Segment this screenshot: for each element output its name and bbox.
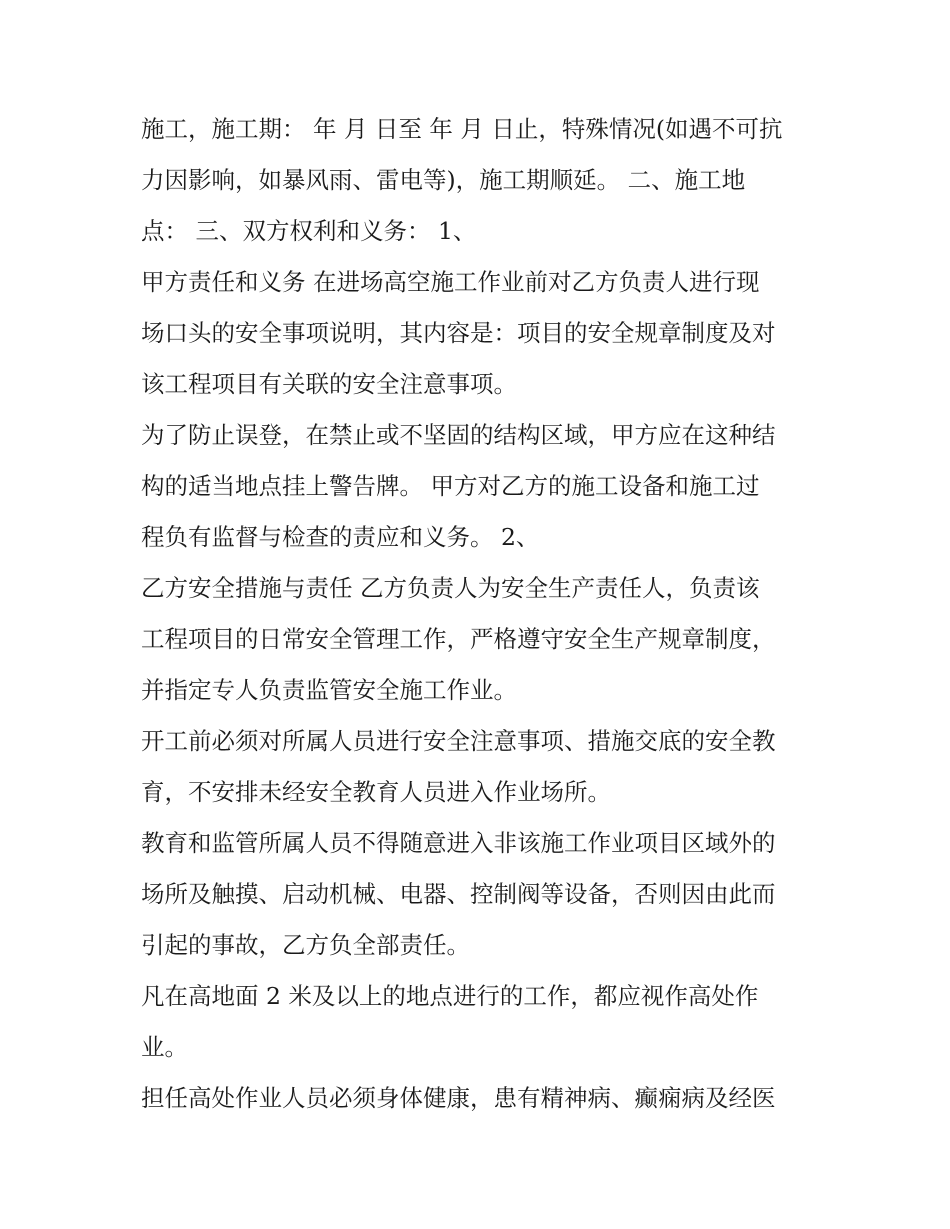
text-line-9: 程负有监督与检查的责应和义务。 2、 [141,523,540,551]
text-line-14: 育，不安排未经安全教育人员进入作业场所。 [141,778,611,806]
text-line-6: 该工程项目有关联的安全注意事项。 [141,370,517,398]
text-line-16: 场所及触摸、启动机械、电器、控制阀等设备，否则因由此而 [141,880,776,908]
text-line-18: 凡在高地面 2 米及以上的地点进行的工作，都应视作高处作 [141,982,759,1010]
text-line-12: 并指定专人负责监管安全施工作业。 [141,676,517,704]
text-line-20: 担任高处作业人员必须身体健康，患有精神病、癫痫病及经医 [141,1084,776,1112]
text-line-7: 为了防止误登，在禁止或不坚固的结构区域，甲方应在这种结 [141,421,776,449]
text-line-13: 开工前必须对所属人员进行安全注意事项、措施交底的安全教 [141,727,776,755]
text-line-17: 引起的事故，乙方负全部责任。 [141,931,470,959]
text-line-8: 构的适当地点挂上警告牌。 甲方对乙方的施工设备和施工过 [141,472,760,500]
text-line-19: 业。 [141,1033,188,1061]
text-line-2: 力因影响，如暴风雨、雷电等)，施工期顺延。 二、施工地 [141,166,746,194]
text-line-4: 甲方责任和义务 在进场高空施工作业前对乙方负责人进行现 [141,268,760,296]
document-body [141,104,821,1124]
text-line-11: 工程项目的日常安全管理工作，严格遵守安全生产规章制度， [141,625,776,653]
text-line-3: 点： 三、双方权利和义务： 1、 [141,217,477,245]
text-line-1: 施工，施工期： 年 月 日至 年 月 日止，特殊情况(如遇不可抗 [141,115,783,143]
text-line-10: 乙方安全措施与责任 乙方负责人为安全生产责任人，负责该 [141,574,760,602]
text-line-5: 场口头的安全事项说明，其内容是：项目的安全规章制度及对 [141,319,776,347]
text-line-15: 教育和监管所属人员不得随意进入非该施工作业项目区域外的 [141,829,776,857]
